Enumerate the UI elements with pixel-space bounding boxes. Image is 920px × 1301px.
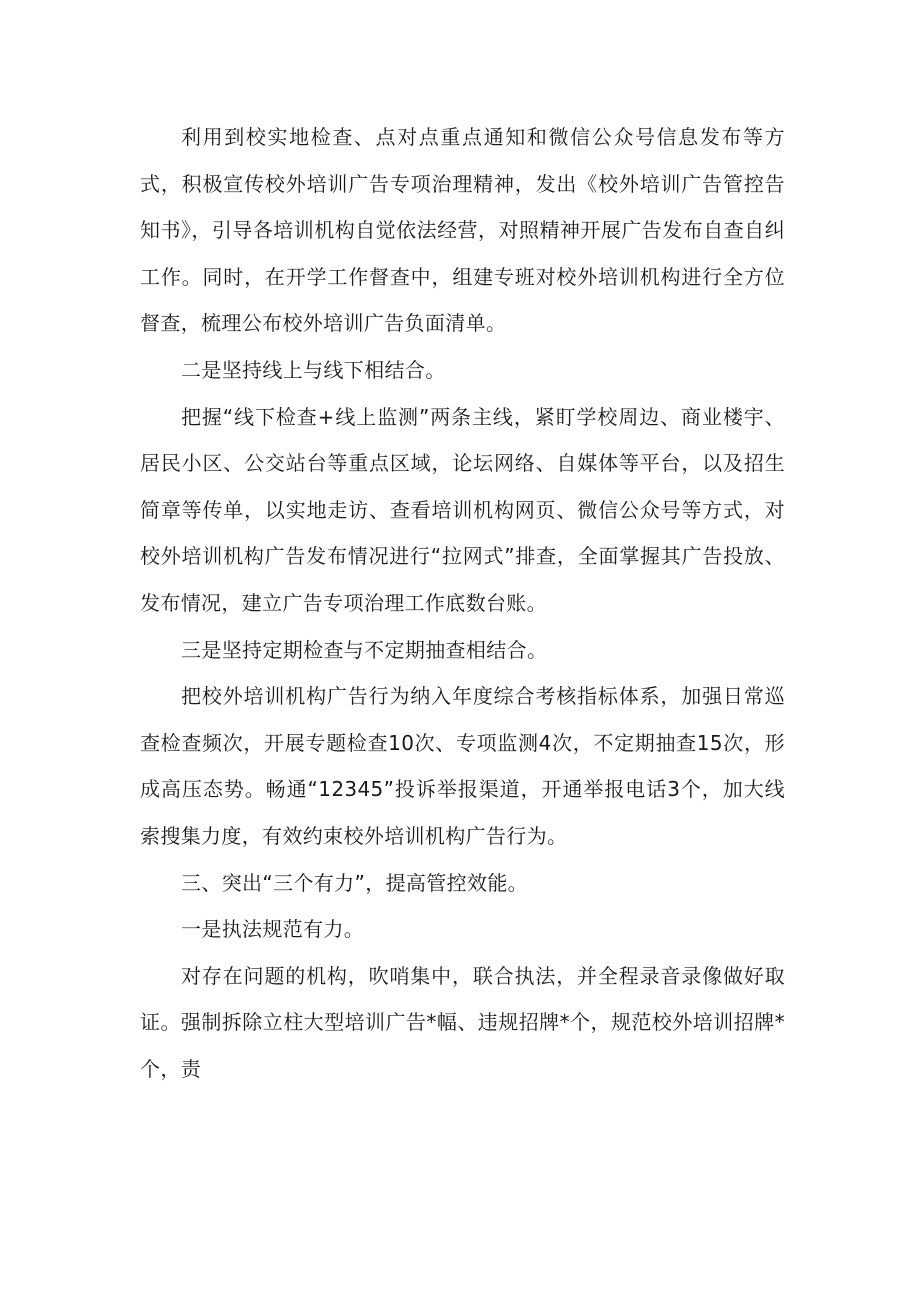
heading-regular-inspection: 三是坚持定期检查与不定期抽查相结合。 [181,637,548,662]
heading-online-offline: 二是坚持线上与线下相结合。 [181,357,446,382]
paragraph-online-offline: 把握“线下检查+线上监测”两条主线，紧盯学校周边、商业楼宇、居民小区、公交站台等重点区域，论坛网络、自媒体等平台，以及招生简章等传单，以实地走访、查看培训机构网页、微信公众号等方式，对校外培训机构广告发布情况进行“拉网式”排查，全面掌握其广告投放、发布情况，建立广告专项治理工作底数台账。 [140,404,785,615]
document-body [140,114,785,1092]
paragraph-publicity-methods: 利用到校实地检查、点对点重点通知和微信公众号信息发布等方式，积极宣传校外培训广告专项治理精神，发出《校外培训广告管控告知书》，引导各培训机构自觉依法经营，对照精神开展广告发布自查自纠工作。同时，在开学工作督查中，组建专班对校外培训机构进行全方位督查，梳理公布校外培训广告负面清单。 [140,125,785,336]
paragraph-regular-inspection: 把校外培训机构广告行为纳入年度综合考核指标体系，加强日常巡查检查频次，开展专题检查10次、专项监测4次，不定期抽查15次，形成高压态势。畅通“12345”投诉举报渠道，开通举报电话3个，加大线索搜集力度，有效约束校外培训机构广告行为。 [140,684,785,848]
section-heading-three-forces: 三、突出“三个有力”，提高管控效能。 [181,870,529,895]
heading-law-enforcement: 一是执法规范有力。 [181,917,365,942]
paragraph-law-enforcement: 对存在问题的机构，吹哨集中，联合执法，并全程录音录像做好取证。强制拆除立柱大型培训广告*幅、违规招牌*个，规范校外培训招牌*个，责 [140,963,785,1081]
